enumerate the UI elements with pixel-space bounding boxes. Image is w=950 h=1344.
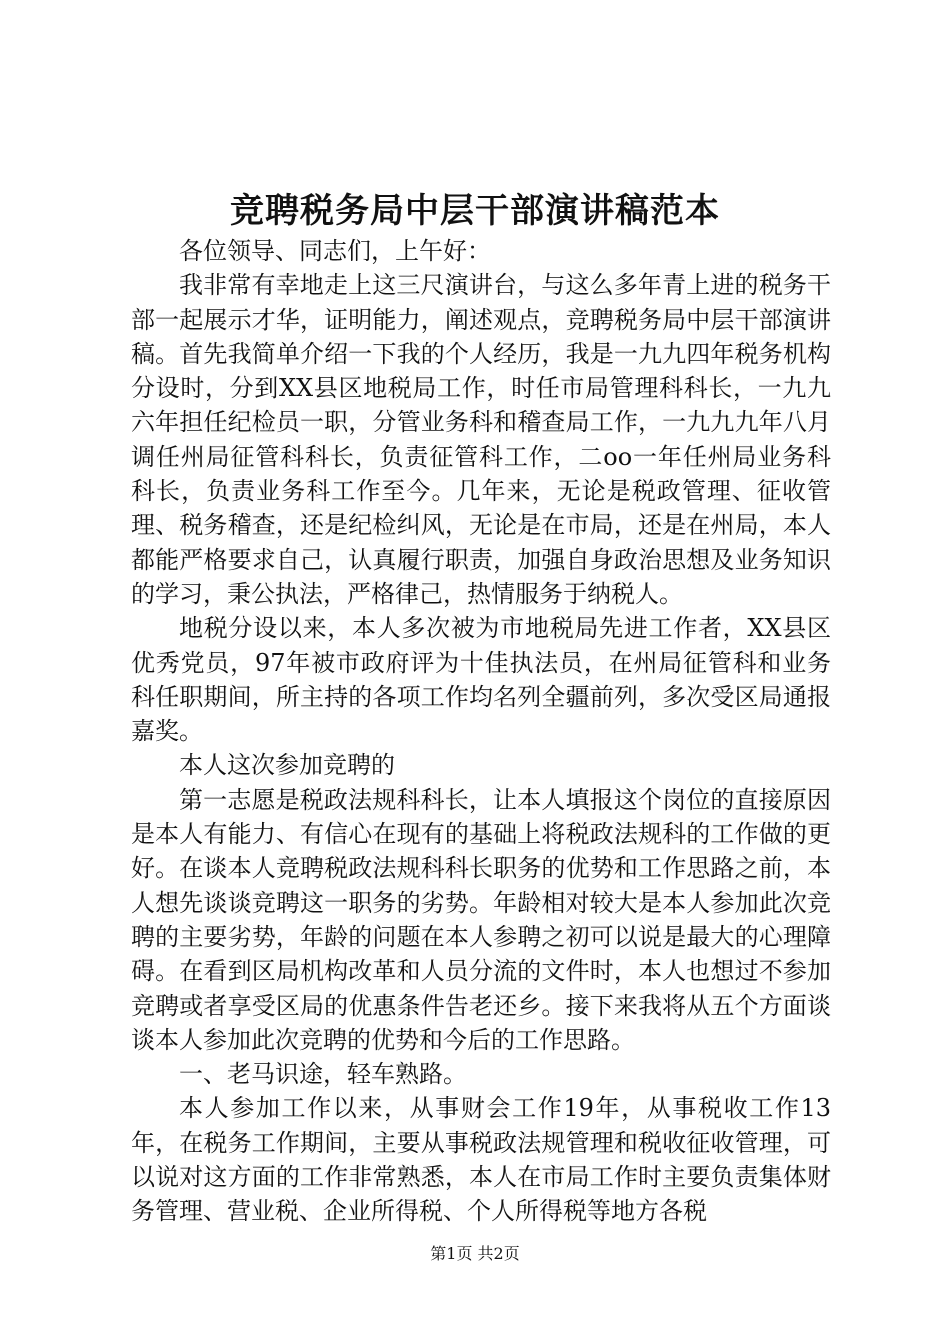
paragraph-greeting: 各位领导、同志们，上午好： [179, 237, 491, 265]
document-body [131, 234, 831, 1229]
section-heading: 一、老马识途，轻车熟路。 [179, 1060, 467, 1089]
paragraph: 本人参加工作以来，从事财会工作19年，从事税收工作13年，在税务工作期间，主要从事税政法规管理和税收征收管理，可以说对这方面的工作非常熟悉，本人在市局工作时主要负责集体财务管理、营业税、企业所得税、个人所得税等地方各税 [131, 1094, 831, 1226]
paragraph: 我非常有幸地走上这三尺演讲台，与这么多年青上进的税务干部一起展示才华，证明能力，阐述观点，竞聘税务局中层干部演讲稿。首先我简单介绍一下我的个人经历，我是一九九四年税务机构分设时，分到XX县区地税局工作，时任市局管理科科长，一九九六年担任纪检员一职，分管业务科和稽查局工作，一九九九年八月调任州局征管科科长，负责征管科工作，二oo一年任州局业务科科长，负责业务科工作至今。几年来，无论是税政管理、征收管理、税务稽查，还是纪检纠风，无论是在市局，还是在州局，本人都能严格要求自己，认真履行职责，加强自身政治思想及业务知识的学习，秉公执法，严格律己，热情服务于纳税人。 [131, 271, 831, 608]
paragraph: 第一志愿是税政法规科科长，让本人填报这个岗位的直接原因是本人有能力、有信心在现有的基础上将税政法规科的工作做的更好。在谈本人竞聘税政法规科科长职务的优势和工作思路之前，本人想先谈谈竞聘这一职务的劣势。年龄相对较大是本人参加此次竞聘的主要劣势，年龄的问题在本人参聘之初可以说是最大的心理障碍。在看到区局机构改革和人员分流的文件时，本人也想过不参加竞聘或者享受区局的优惠条件告老还乡。接下来我将从五个方面谈谈本人参加此次竞聘的优势和今后的工作思路。 [131, 785, 831, 1054]
page-number-footer: 第1页 共2页 [430, 1244, 520, 1263]
paragraph: 地税分设以来，本人多次被为市地税局先进工作者，XX县区优秀党员，97年被市政府评为十佳执法员，在州局征管科和业务科任职期间，所主持的各项工作均名列全疆前列，多次受区局通报嘉奖。 [131, 614, 831, 746]
paragraph: 本人这次参加竞聘的 [179, 751, 395, 780]
document-title: 竞聘税务局中层干部演讲稿范本 [230, 191, 720, 231]
